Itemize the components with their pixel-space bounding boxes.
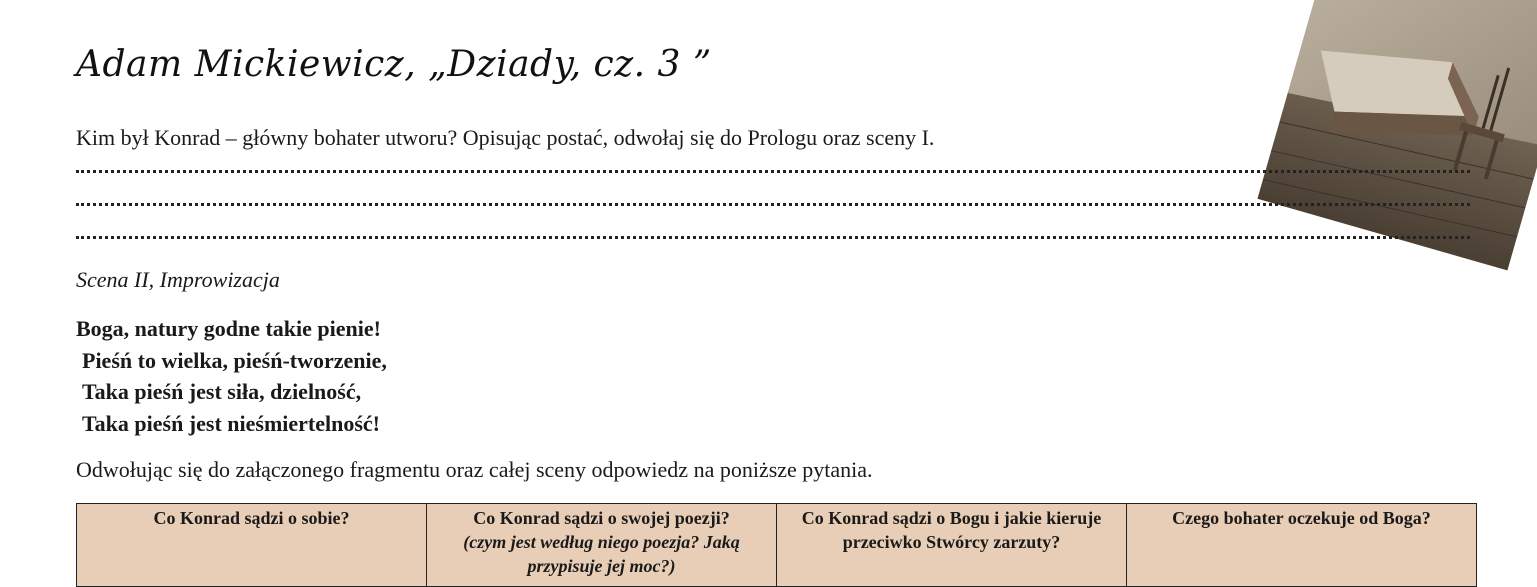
question-text: Kim był Konrad – główny bohater utworu? Opisując postać, odwołaj się do Prologu oraz sceny I. [76, 125, 935, 150]
column-header-expectations [1127, 504, 1477, 587]
poem-line: Pieśń to wielka, pieśń-tworzenie, [82, 347, 387, 373]
column-header-label: Co Konrad sądzi o sobie? [153, 508, 350, 528]
poem-line: Taka pieśń jest nieśmiertelność! [82, 410, 381, 436]
column-header-god [777, 504, 1127, 587]
column-header-label: Co Konrad sądzi o swojej poezji? [473, 508, 730, 528]
room-photo [1257, 0, 1537, 270]
poem-fragment [76, 313, 387, 439]
answers-table [76, 503, 1477, 587]
answer-line-2[interactable] [76, 203, 1470, 206]
scene-heading: Scena II, Improwizacja [76, 267, 280, 292]
column-header-self [77, 504, 427, 587]
column-header-poetry [427, 504, 777, 587]
poem-line: Boga, natury godne takie pienie! [76, 316, 381, 341]
table-header-row [77, 504, 1477, 587]
page-title: Adam Mickiewicz, „Dziady, cz. 3 ” [76, 44, 712, 85]
answer-line-1[interactable] [76, 170, 1470, 173]
answer-line-3[interactable] [76, 236, 1470, 239]
poem-line: Taka pieśń jest siła, dzielność, [82, 379, 362, 404]
room-photo-illustration [1257, 0, 1537, 270]
column-header-label: Co Konrad sądzi o Bogu i jakie kieruje przeciwko Stwórcy zarzuty? [801, 508, 1102, 552]
column-header-label: Czego bohater oczekuje od Boga? [1172, 508, 1431, 528]
instruction-text: Odwołując się do załączonego fragmentu oraz całej sceny odpowiedz na poniższe pytania. [76, 457, 873, 482]
column-header-sublabel: (czym jest według niego poezja? Jaką przypisuje jej moc?) [463, 532, 740, 576]
